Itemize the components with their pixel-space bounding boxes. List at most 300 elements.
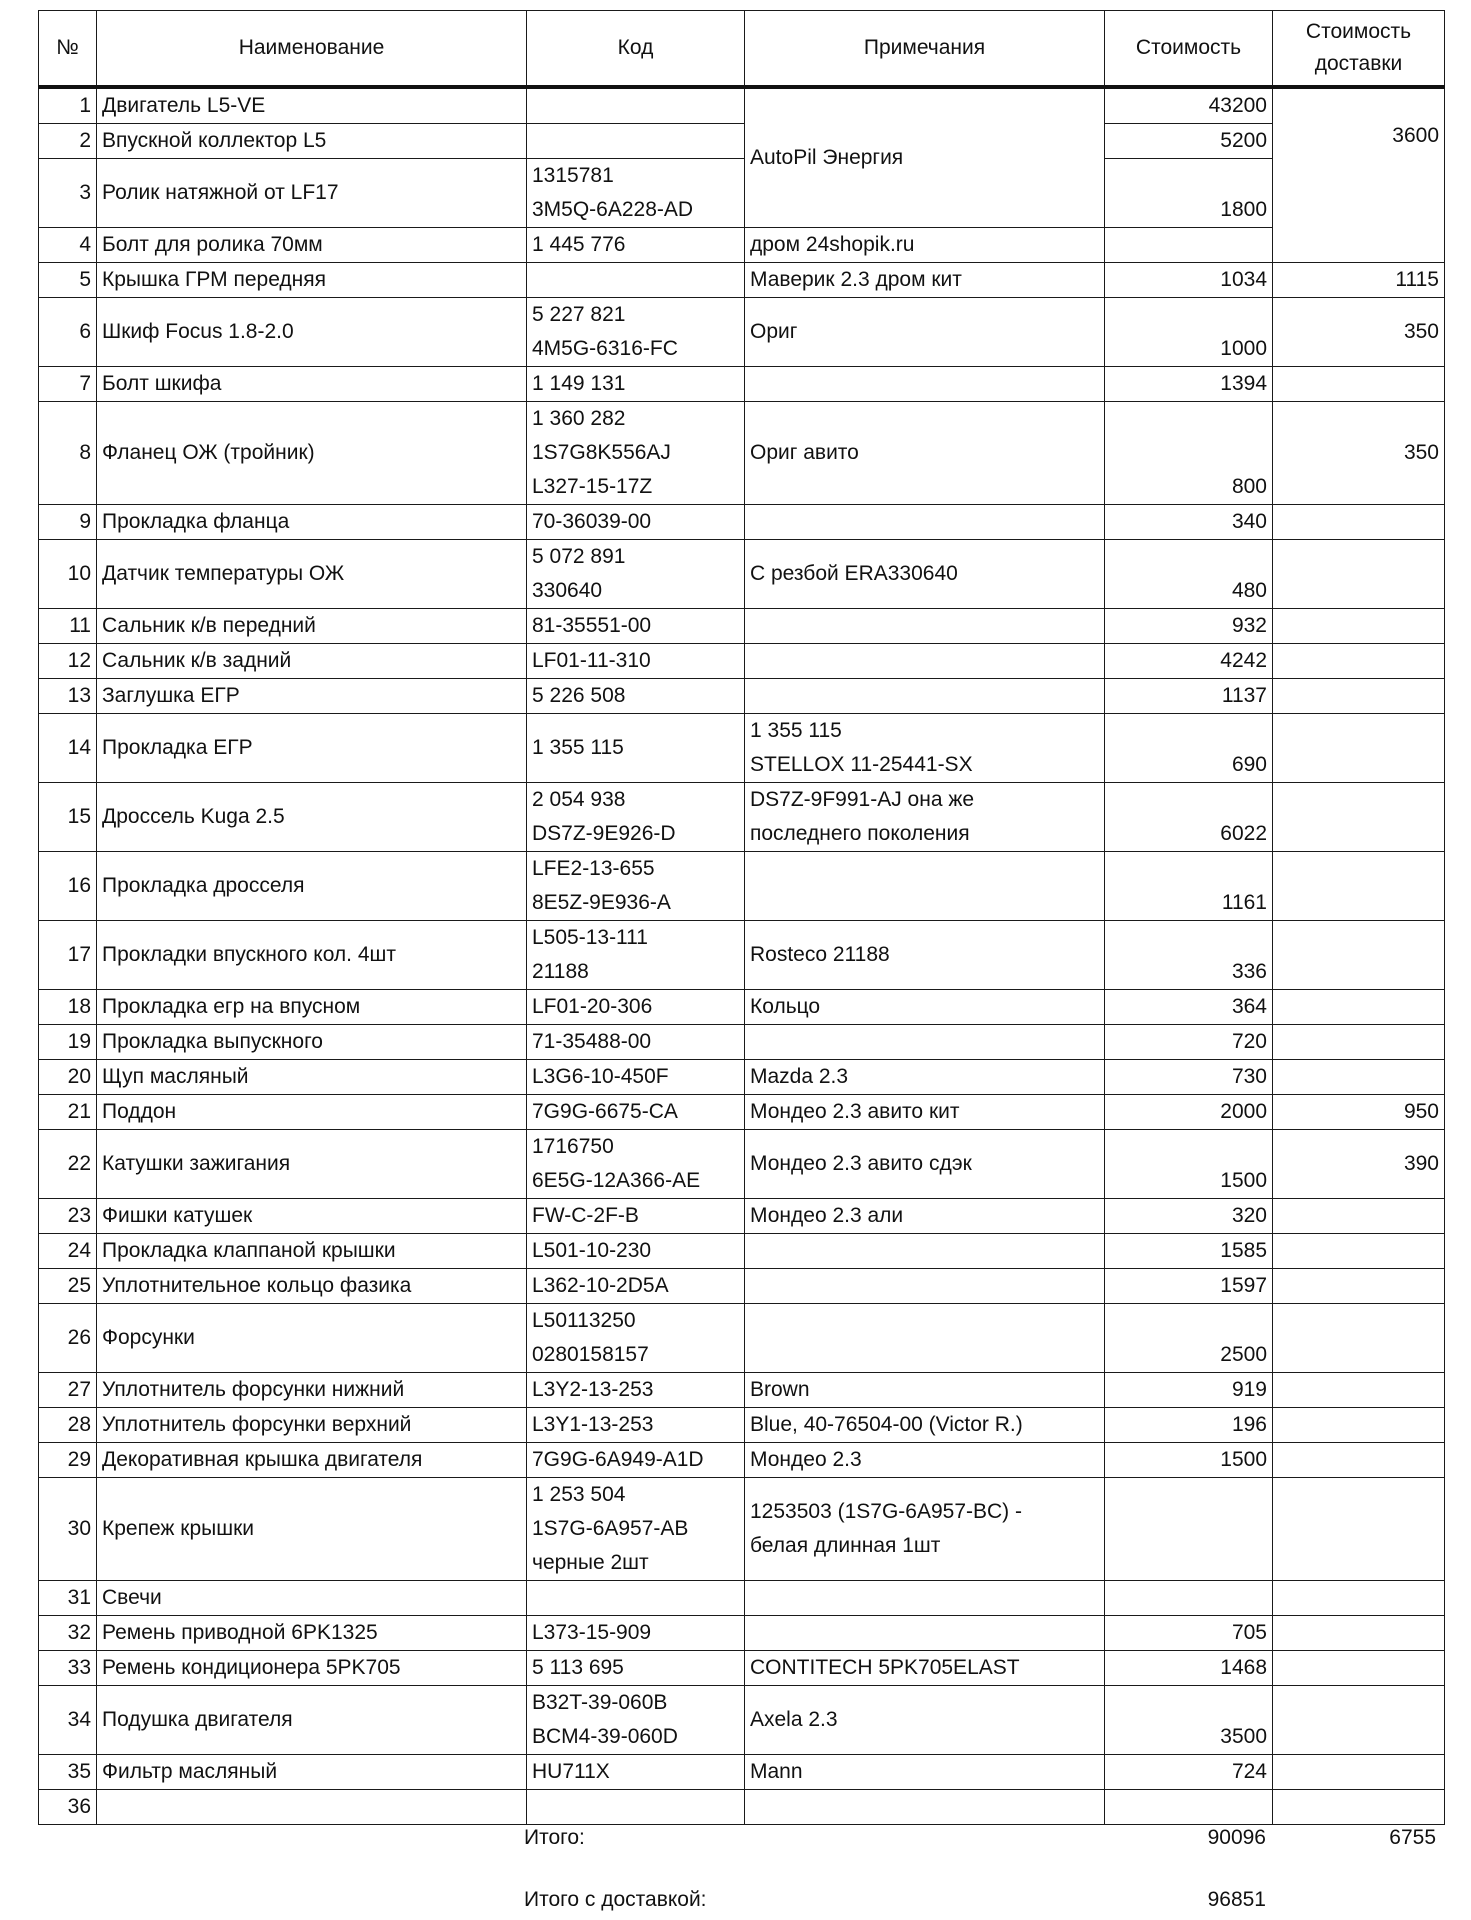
- row-number: 16: [39, 852, 97, 921]
- row-number: 26: [39, 1304, 97, 1373]
- table-row: [39, 1443, 1445, 1478]
- row-number: 11: [39, 609, 97, 644]
- part-note: [745, 505, 1105, 540]
- row-number: 33: [39, 1651, 97, 1686]
- part-code: [527, 1755, 745, 1790]
- part-code: [527, 1478, 745, 1581]
- part-note-line: 1253503 (1S7G-6A957-BC) -: [750, 1500, 1022, 1523]
- part-cost: 720: [1105, 1025, 1273, 1060]
- part-note-line: Blue, 40-76504-00 (Victor R.): [750, 1413, 1023, 1436]
- part-note-line: Axela 2.3: [750, 1708, 838, 1731]
- part-cost: [1105, 228, 1273, 263]
- part-code-line: L50113250: [532, 1309, 636, 1332]
- delivery-cost: [1273, 679, 1445, 714]
- part-cost: 1800: [1105, 159, 1273, 228]
- part-code-line: LF01-20-306: [532, 995, 653, 1018]
- delivery-cost: [1273, 1304, 1445, 1373]
- part-note: [745, 990, 1105, 1025]
- part-note-line: Ориг: [750, 320, 798, 343]
- part-cost: 364: [1105, 990, 1273, 1025]
- table-row: [39, 228, 1445, 263]
- part-note-line: Rosteco 21188: [750, 943, 890, 966]
- part-code: [527, 1269, 745, 1304]
- part-name: Форсунки: [97, 1304, 527, 1373]
- part-note: [745, 1095, 1105, 1130]
- part-code-line: HU711X: [532, 1760, 610, 1783]
- part-name: Фишки катушек: [97, 1199, 527, 1234]
- part-note: [745, 540, 1105, 609]
- row-number: 19: [39, 1025, 97, 1060]
- table-row: [39, 1304, 1445, 1373]
- part-note: [745, 1581, 1105, 1616]
- part-name: Катушки зажигания: [97, 1130, 527, 1199]
- row-number: 31: [39, 1581, 97, 1616]
- header-delivery: [1273, 11, 1445, 88]
- part-note-line: последнего поколения: [750, 822, 970, 845]
- part-name: Сальник к/в задний: [97, 644, 527, 679]
- part-name: Свечи: [97, 1581, 527, 1616]
- part-name: Уплотнитель форсунки нижний: [97, 1373, 527, 1408]
- part-note-line: STELLOX 11-25441-SX: [750, 753, 973, 776]
- part-note: [745, 1755, 1105, 1790]
- part-note: [745, 402, 1105, 505]
- part-code: [527, 990, 745, 1025]
- part-code: [527, 1790, 745, 1825]
- row-number: 4: [39, 228, 97, 263]
- delivery-cost: [1273, 921, 1445, 990]
- part-code-line: 5 113 695: [532, 1656, 624, 1679]
- total-delivery: 6755: [1389, 1826, 1436, 1849]
- part-cost: 43200: [1105, 87, 1273, 124]
- part-cost: 919: [1105, 1373, 1273, 1408]
- part-note: [745, 1304, 1105, 1373]
- delivery-cost: 350: [1273, 402, 1445, 505]
- table-row: [39, 1269, 1445, 1304]
- header-delivery-line2: доставки: [1314, 52, 1403, 75]
- row-number: 22: [39, 1130, 97, 1199]
- part-code: [527, 367, 745, 402]
- part-code-line: 81-35551-00: [532, 614, 652, 637]
- delivery-cost: [1273, 1790, 1445, 1825]
- part-cost: 1585: [1105, 1234, 1273, 1269]
- row-number: 7: [39, 367, 97, 402]
- part-cost: 320: [1105, 1199, 1273, 1234]
- table-row: [39, 159, 1445, 228]
- part-code-line: L373-15-909: [532, 1621, 652, 1644]
- part-code-line: FW-C-2F-B: [532, 1204, 639, 1227]
- row-number: 18: [39, 990, 97, 1025]
- part-note-line: Мондео 2.3: [750, 1448, 862, 1471]
- part-note-line: дром 24shopik.ru: [750, 233, 915, 256]
- part-note: [745, 1443, 1105, 1478]
- table-body: [39, 87, 1445, 1825]
- row-number: 17: [39, 921, 97, 990]
- table-row: [39, 402, 1445, 505]
- part-name: Двигатель L5-VE: [97, 87, 527, 124]
- part-note: [745, 298, 1105, 367]
- row-number: 3: [39, 159, 97, 228]
- part-name: Шкиф Focus 1.8-2.0: [97, 298, 527, 367]
- part-code: [527, 159, 745, 228]
- part-note: [745, 1025, 1105, 1060]
- part-note: [745, 679, 1105, 714]
- part-cost: 196: [1105, 1408, 1273, 1443]
- row-number: 9: [39, 505, 97, 540]
- part-note-line: Маверик 2.3 дром кит: [750, 268, 962, 291]
- header-code: Код: [527, 11, 745, 88]
- part-note: [745, 921, 1105, 990]
- part-note: [745, 1408, 1105, 1443]
- part-note: [745, 1060, 1105, 1095]
- part-cost: 6022: [1105, 783, 1273, 852]
- table-row: [39, 852, 1445, 921]
- part-code-line: 1 355 115: [532, 736, 624, 759]
- part-code: [527, 1060, 745, 1095]
- part-note-line: Mazda 2.3: [750, 1065, 849, 1088]
- part-name: Прокладка выпускного: [97, 1025, 527, 1060]
- part-cost: 1034: [1105, 263, 1273, 298]
- part-name: Датчик температуры ОЖ: [97, 540, 527, 609]
- delivery-cost: 950: [1273, 1095, 1445, 1130]
- row-number: 34: [39, 1686, 97, 1755]
- delivery-cost: [1273, 1269, 1445, 1304]
- part-name: Крышка ГРМ передняя: [97, 263, 527, 298]
- part-code-line: черные 2шт: [532, 1551, 649, 1574]
- row-number: 36: [39, 1790, 97, 1825]
- delivery-cost: [1273, 1408, 1445, 1443]
- part-note: [745, 714, 1105, 783]
- part-code: [527, 1651, 745, 1686]
- part-code-line: B32T-39-060B: [532, 1691, 668, 1714]
- part-code-line: 1S7G8K556AJ: [532, 441, 671, 464]
- table-row: [39, 1060, 1445, 1095]
- part-cost: 1500: [1105, 1130, 1273, 1199]
- part-code-line: 7G9G-6675-CA: [532, 1100, 678, 1123]
- row-number: 25: [39, 1269, 97, 1304]
- part-note-line: AutoPil Энергия: [750, 146, 904, 169]
- table-row: [39, 1581, 1445, 1616]
- part-code-line: 8E5Z-9E936-A: [532, 891, 671, 914]
- delivery-cost: [1273, 1581, 1445, 1616]
- table-row: [39, 124, 1445, 159]
- part-cost: 932: [1105, 609, 1273, 644]
- part-name: Ремень приводной 6PK1325: [97, 1616, 527, 1651]
- part-name: Прокладка клаппаной крышки: [97, 1234, 527, 1269]
- part-code: [527, 783, 745, 852]
- row-number: 28: [39, 1408, 97, 1443]
- part-cost: 336: [1105, 921, 1273, 990]
- part-code-line: 6E5G-12A366-AE: [532, 1169, 701, 1192]
- table-row: [39, 644, 1445, 679]
- part-note: [745, 367, 1105, 402]
- part-name: Прокладка дросселя: [97, 852, 527, 921]
- part-name: Фланец ОЖ (тройник): [97, 402, 527, 505]
- row-number: 32: [39, 1616, 97, 1651]
- part-name: [97, 1790, 527, 1825]
- part-code: [527, 714, 745, 783]
- part-name: Заглушка ЕГР: [97, 679, 527, 714]
- part-code: [527, 1025, 745, 1060]
- part-name: Фильтр масляный: [97, 1755, 527, 1790]
- delivery-cost: [1273, 1199, 1445, 1234]
- part-note-line: белая длинная 1шт: [750, 1534, 941, 1557]
- part-note: [745, 644, 1105, 679]
- part-name: Крепеж крышки: [97, 1478, 527, 1581]
- part-cost: 5200: [1105, 124, 1273, 159]
- part-cost: 724: [1105, 1755, 1273, 1790]
- part-code-line: 1315781: [532, 164, 614, 187]
- part-cost: 3500: [1105, 1686, 1273, 1755]
- part-note-line: 1 355 115: [750, 719, 842, 742]
- part-code-line: 1716750: [532, 1135, 614, 1158]
- part-code-line: DS7Z-9E926-D: [532, 822, 676, 845]
- part-code-line: 1 445 776: [532, 233, 626, 256]
- part-cost: [1105, 1581, 1273, 1616]
- part-code: [527, 540, 745, 609]
- part-cost: 730: [1105, 1060, 1273, 1095]
- table-header: [39, 11, 1445, 88]
- part-code-line: 4M5G-6316-FC: [532, 337, 678, 360]
- table-row: [39, 263, 1445, 298]
- delivery-cost: [1273, 540, 1445, 609]
- part-code-line: 71-35488-00: [532, 1030, 652, 1053]
- part-code: [527, 1130, 745, 1199]
- part-name: Прокладки впускного кол. 4шт: [97, 921, 527, 990]
- table-row: [39, 1755, 1445, 1790]
- part-cost: [1105, 1790, 1273, 1825]
- part-code: [527, 1686, 745, 1755]
- part-code-line: BCM4-39-060D: [532, 1725, 678, 1748]
- part-cost: 1597: [1105, 1269, 1273, 1304]
- part-note-line: Ориг авито: [750, 441, 859, 464]
- part-code-line: 5 227 821: [532, 303, 626, 326]
- part-note: [745, 1130, 1105, 1199]
- header-no: №: [39, 11, 97, 88]
- part-cost: 1137: [1105, 679, 1273, 714]
- parts-table: [38, 10, 1445, 1825]
- part-code: [527, 298, 745, 367]
- part-note-line: DS7Z-9F991-AJ она же: [750, 788, 975, 811]
- delivery-cost: 350: [1273, 298, 1445, 367]
- row-number: 8: [39, 402, 97, 505]
- row-number: 35: [39, 1755, 97, 1790]
- part-code-line: L505-13-111: [532, 926, 648, 949]
- delivery-cost: [1273, 852, 1445, 921]
- part-name: Ролик натяжной от LF17: [97, 159, 527, 228]
- part-note-line: Мондео 2.3 авито кит: [750, 1100, 960, 1123]
- delivery-cost: [1273, 1686, 1445, 1755]
- part-code-line: 1S7G-6A957-AB: [532, 1517, 689, 1540]
- table-row: [39, 1790, 1445, 1825]
- part-code: [527, 228, 745, 263]
- delivery-cost: [1273, 1478, 1445, 1581]
- part-code: [527, 1443, 745, 1478]
- part-code-line: 7G9G-6A949-A1D: [532, 1448, 704, 1471]
- row-number: 1: [39, 87, 97, 124]
- part-code: [527, 87, 745, 124]
- table-row: [39, 1199, 1445, 1234]
- part-note-line: Кольцо: [750, 995, 821, 1018]
- part-cost: 800: [1105, 402, 1273, 505]
- part-code: [527, 1408, 745, 1443]
- delivery-cost: 3600: [1273, 87, 1445, 263]
- row-number: 6: [39, 298, 97, 367]
- part-code-line: L3G6-10-450F: [532, 1065, 669, 1088]
- part-note: [745, 1686, 1105, 1755]
- delivery-cost: [1273, 1443, 1445, 1478]
- part-name: Подушка двигателя: [97, 1686, 527, 1755]
- row-number: 20: [39, 1060, 97, 1095]
- part-code-line: 21188: [532, 960, 589, 983]
- row-number: 5: [39, 263, 97, 298]
- part-code: [527, 1581, 745, 1616]
- part-note-line: Mann: [750, 1760, 803, 1783]
- table-row: [39, 540, 1445, 609]
- part-code: [527, 852, 745, 921]
- row-number: 30: [39, 1478, 97, 1581]
- part-code: [527, 1095, 745, 1130]
- total-label: Итого:: [524, 1826, 585, 1849]
- row-number: 12: [39, 644, 97, 679]
- part-note: [745, 1234, 1105, 1269]
- part-name: Декоративная крышка двигателя: [97, 1443, 527, 1478]
- row-number: 14: [39, 714, 97, 783]
- table-row: [39, 609, 1445, 644]
- row-number: 23: [39, 1199, 97, 1234]
- table-row: [39, 1651, 1445, 1686]
- part-name: Прокладка егр на впусном: [97, 990, 527, 1025]
- table-row: [39, 1616, 1445, 1651]
- row-number: 24: [39, 1234, 97, 1269]
- table-row: [39, 87, 1445, 124]
- part-code: [527, 263, 745, 298]
- delivery-cost: [1273, 714, 1445, 783]
- part-code-line: LF01-11-310: [532, 649, 651, 672]
- table-row: [39, 921, 1445, 990]
- part-code: [527, 402, 745, 505]
- table-row: [39, 505, 1445, 540]
- header-cost: Стоимость: [1105, 11, 1273, 88]
- part-note: [745, 1616, 1105, 1651]
- delivery-cost: [1273, 1025, 1445, 1060]
- part-cost: 1000: [1105, 298, 1273, 367]
- table-row: [39, 990, 1445, 1025]
- part-note: [745, 783, 1105, 852]
- part-note: [745, 852, 1105, 921]
- part-code: [527, 1373, 745, 1408]
- part-note-line: Brown: [750, 1378, 810, 1401]
- part-cost: 480: [1105, 540, 1273, 609]
- delivery-cost: [1273, 1651, 1445, 1686]
- row-number: 2: [39, 124, 97, 159]
- part-cost: 1394: [1105, 367, 1273, 402]
- delivery-cost: [1273, 990, 1445, 1025]
- part-name: Прокладка фланца: [97, 505, 527, 540]
- part-name: Дроссель Kuga 2.5: [97, 783, 527, 852]
- row-number: 10: [39, 540, 97, 609]
- part-code-line: 5 226 508: [532, 684, 626, 707]
- row-number: 13: [39, 679, 97, 714]
- part-code-line: LFE2-13-655: [532, 857, 655, 880]
- part-name: Болт шкифа: [97, 367, 527, 402]
- table-row: [39, 1025, 1445, 1060]
- table-row: [39, 1234, 1445, 1269]
- part-note: [745, 1199, 1105, 1234]
- part-note-line: Мондео 2.3 али: [750, 1204, 904, 1227]
- part-note: [745, 87, 1105, 228]
- part-note: [745, 263, 1105, 298]
- table-row: [39, 714, 1445, 783]
- part-code: [527, 505, 745, 540]
- part-code: [527, 609, 745, 644]
- table-row: [39, 1130, 1445, 1199]
- part-code: [527, 679, 745, 714]
- part-code-line: L362-10-2D5A: [532, 1274, 669, 1297]
- header-delivery-line1: Стоимость: [1305, 20, 1412, 43]
- table-row: [39, 783, 1445, 852]
- table-row: [39, 1686, 1445, 1755]
- part-cost: 2500: [1105, 1304, 1273, 1373]
- table-row: [39, 1373, 1445, 1408]
- total-cost: 90096: [1207, 1826, 1266, 1849]
- part-code-line: 70-36039-00: [532, 510, 652, 533]
- row-number: 29: [39, 1443, 97, 1478]
- part-cost: 4242: [1105, 644, 1273, 679]
- part-code: [527, 1234, 745, 1269]
- part-name: Ремень кондиционера 5PK705: [97, 1651, 527, 1686]
- part-code-line: 0280158157: [532, 1343, 649, 1366]
- row-number: 27: [39, 1373, 97, 1408]
- part-code: [527, 1304, 745, 1373]
- part-note-line: Мондео 2.3 авито сдэк: [750, 1152, 972, 1175]
- table-row: [39, 1478, 1445, 1581]
- part-name: Прокладка ЕГР: [97, 714, 527, 783]
- table-row: [39, 367, 1445, 402]
- part-name: Болт для ролика 70мм: [97, 228, 527, 263]
- delivery-cost: [1273, 505, 1445, 540]
- part-name: Поддон: [97, 1095, 527, 1130]
- table-row: [39, 1408, 1445, 1443]
- part-code-line: L327-15-17Z: [532, 475, 653, 498]
- table-row: [39, 679, 1445, 714]
- header-note: Примечания: [745, 11, 1105, 88]
- part-code-line: 1 360 282: [532, 407, 626, 430]
- part-note: [745, 1651, 1105, 1686]
- delivery-cost: [1273, 783, 1445, 852]
- delivery-cost: [1273, 1060, 1445, 1095]
- part-cost: 1468: [1105, 1651, 1273, 1686]
- part-code-line: 1 253 504: [532, 1483, 626, 1506]
- part-cost: 1500: [1105, 1443, 1273, 1478]
- delivery-cost: [1273, 367, 1445, 402]
- part-cost: 2000: [1105, 1095, 1273, 1130]
- delivery-cost: [1273, 1373, 1445, 1408]
- part-code: [527, 644, 745, 679]
- delivery-cost: [1273, 609, 1445, 644]
- part-code: [527, 1616, 745, 1651]
- part-cost: [1105, 1478, 1273, 1581]
- part-code-line: L501-10-230: [532, 1239, 652, 1262]
- table-row: [39, 298, 1445, 367]
- table-row: [39, 1095, 1445, 1130]
- part-cost: 340: [1105, 505, 1273, 540]
- part-note: [745, 1790, 1105, 1825]
- header-name: Наименование: [97, 11, 527, 88]
- part-code: [527, 1199, 745, 1234]
- part-note-line: С резбой ERA330640: [750, 562, 958, 585]
- part-code-line: L3Y2-13-253: [532, 1378, 654, 1401]
- part-note: [745, 228, 1105, 263]
